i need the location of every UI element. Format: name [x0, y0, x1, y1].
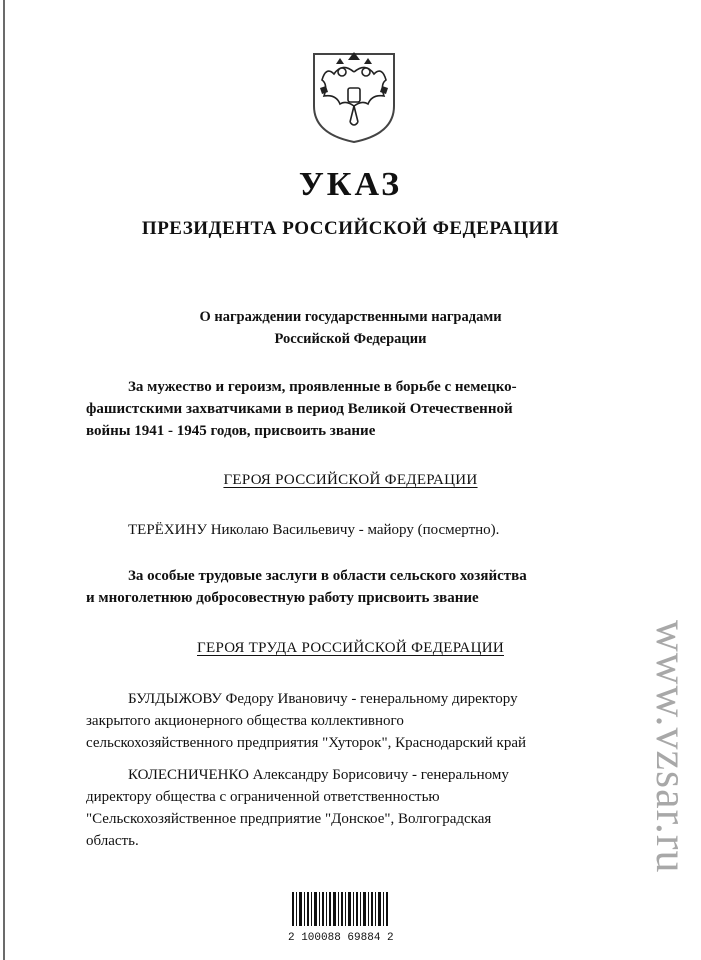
labor-awardee-1	[86, 688, 614, 754]
decree-subject	[0, 306, 701, 350]
paragraph-line: войны 1941 - 1945 годов, присвоить звание	[86, 423, 376, 439]
document-title: УКАЗ	[298, 166, 403, 203]
awardee-line: директору общества с ограниченной ответственностью	[86, 789, 440, 805]
barcode-number: 2 100088 69884 2	[288, 932, 394, 944]
awardee-line: ТЕРЁХИНУ Николаю Васильевичу - майору (посмертно).	[128, 522, 500, 538]
site-watermark: www.vzsar.ru	[647, 620, 696, 874]
awardee-line: сельскохозяйственного предприятия "Хуторок", Краснодарский край	[86, 735, 527, 751]
awardee-line: КОЛЕСНИЧЕНКО Александру Борисовичу - генеральному	[128, 767, 509, 783]
awardee-line: область.	[86, 833, 139, 849]
labor-decree-paragraph	[86, 565, 614, 609]
hero-awardee	[86, 519, 614, 541]
hero-title-heading: ГЕРОЯ РОССИЙСКОЙ ФЕДЕРАЦИИ	[223, 472, 478, 488]
labor-awardee-2	[86, 764, 614, 852]
awardee-line: закрытого акционерного общества коллективного	[86, 713, 404, 729]
double-headed-eagle-icon	[306, 44, 402, 144]
document-subtitle: ПРЕЗИДЕНТА РОССИЙСКОЙ ФЕДЕРАЦИИ	[141, 218, 560, 239]
subject-line: О награждении государственными наградами	[199, 309, 502, 325]
paragraph-line: фашистскими захватчиками в период Великой Отечественной	[86, 401, 513, 417]
awardee-line: "Сельскохозяйственное предприятие "Донское", Волгоградская	[86, 811, 492, 827]
paragraph-line: За мужество и героизм, проявленные в борьбе с немецко-	[128, 379, 517, 395]
subject-line: Российской Федерации	[274, 331, 427, 347]
barcode-icon	[290, 888, 390, 928]
hero-decree-paragraph	[86, 376, 614, 442]
paragraph-line: и многолетнюю добросовестную работу присвоить звание	[86, 590, 479, 606]
awardee-line: БУЛДЫЖОВУ Федору Ивановичу - генеральному директору	[128, 691, 518, 707]
labor-hero-title-heading: ГЕРОЯ ТРУДА РОССИЙСКОЙ ФЕДЕРАЦИИ	[197, 640, 504, 656]
paragraph-line: За особые трудовые заслуги в области сельского хозяйства	[128, 568, 527, 584]
